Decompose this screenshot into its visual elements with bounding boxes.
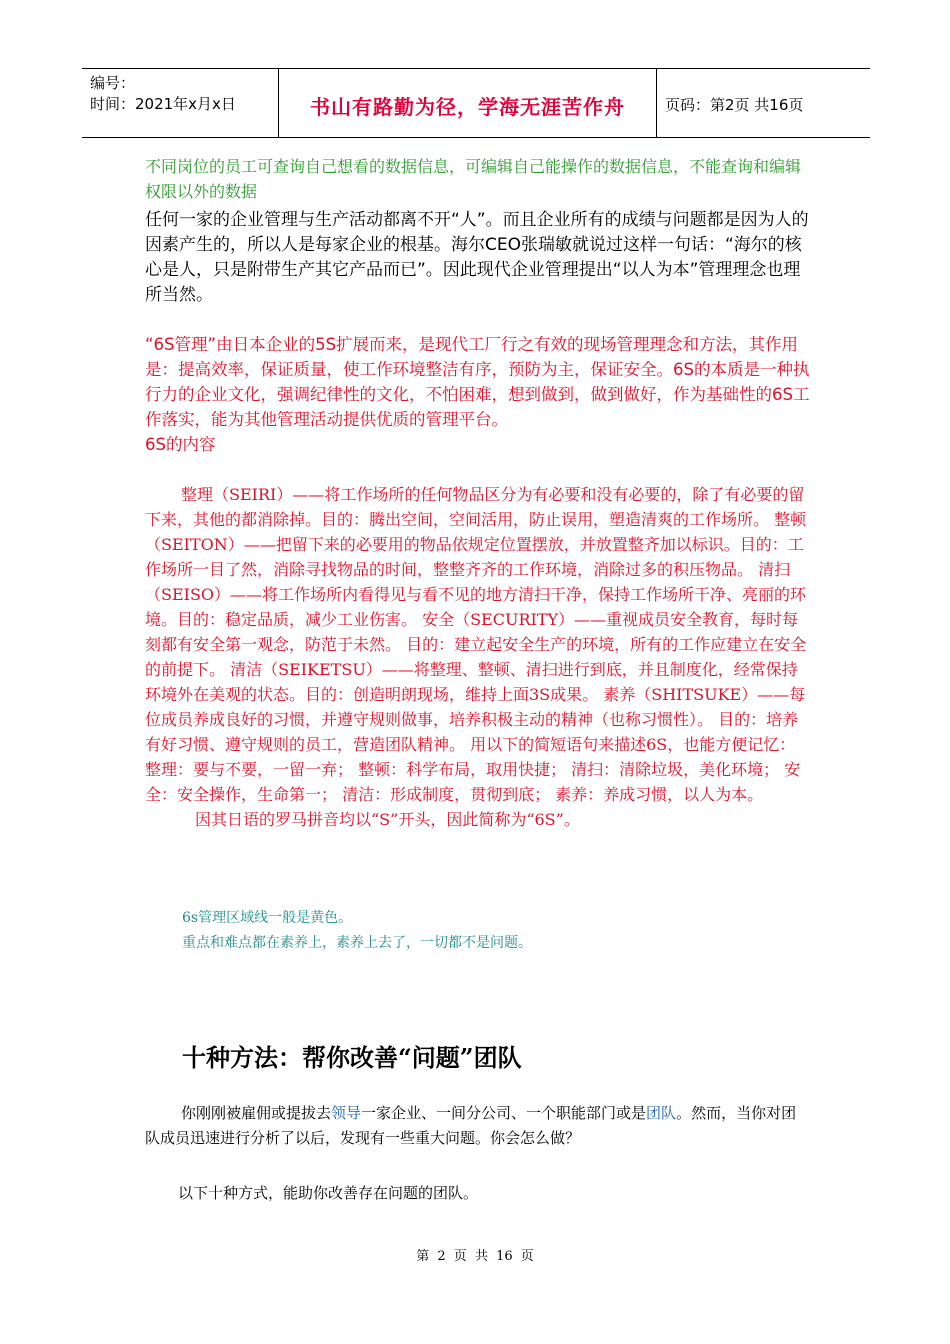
six-s-content: 整理（SEIRI）——将工作场所的任何物品区分为有必要和没有必要的，除了有必要的留下来，其他的都消除掉。目的：腾出空间，空间活用，防止误用，塑造清爽的工作场所。 整顿（SEITON）——把留下来的必要用的物品依规定位置摆放，并放置整齐加以标识。目的：工作场所一目了然，消除寻找物品的时间，整整齐齐的工作环境，消除过多的积压物品。 清扫（SEISO）——将工作场所内看得见与看不见的地方清扫干净，保持工作场所干净、亮丽的环境。目的：稳定品质，减少工业伤害。 安全（SECURITY）——重视成员安全教育，每时每刻都有安全第一观念，防范于未然。 目的：建立起安全生产的环境，所有的工作应建立在安全的前提下。 清洁（SEIKETSU）——将整理、整顿、清扫进行到底，并且制度化，经常保持环境外在美观的状态。目的：创造明朗现场，维持上面3S成果。 素养（SHITSUKE）——每位成员养成良好的习惯，并遵守规则做事，培养积极主动的精神（也称习惯性）。 目的：培养有好习惯、遵守规则的员工，营造团队精神。 用以下的简短语句来描述6S，也能方便记忆： 整理：要与不要，一留一弃； 整顿：科学布局，取用快捷； 清扫：清除垃圾，美化环境； 安全：安全操作，生命第一； 清洁：形成制度，贯彻到底； 素养：养成习惯，以人为本。 [145,485,807,804]
six-s-intro [145,332,810,457]
footer-b: 页 [453,1249,467,1264]
six-s-heading: 6S的内容 [145,435,216,454]
paragraph-2: 以下十种方式，能助你改善存在问题的团队。 [178,1184,479,1202]
number-label: 编号： [90,74,136,92]
page-footer [0,1245,950,1264]
para1-a: 你刚刚被雇佣或提拔去 [181,1104,332,1122]
six-s-content-block [145,482,810,832]
section-title: 十种方法：帮你改善“问题”团队 [182,1043,522,1072]
green-text: 不同岗位的员工可查询自己想看的数据信息，可编辑自己能操作的数据信息，不能查询和编辑权限以外的数据 [145,157,802,201]
header-motto-cell [279,69,657,137]
para1-c: 。然而，当你对团队成员迅速进行分析了以后，发现有一些重大问题。你会怎么做？ [145,1104,797,1147]
six-s-intro-text: “6S管理”由日本企业的5S扩展而来，是现代工厂行之有效的现场管理理念和方法，其作用是：提高效率，保证质量，使工作环境整洁有序，预防为主，保证安全。6S的本质是一种执行力的企业文化，强调纪律性的文化，不怕困难，想到做到，做到做好，作为基础性的6S工作落实，能为其他管理活动提供优质的管理平台。 [145,335,810,429]
page-info: 页码：第2页 共16页 [665,96,804,114]
footer-c: 共 [474,1249,488,1264]
intro-text: 任何一家的企业管理与生产活动都离不开“人”。而且企业所有的成绩与问题都是因为人的因素产生的，所以人是每家企业的根基。海尔CEO张瑞敏就说过这样一句话：“海尔的核心是人，只是附带生产其它产品而已”。因此现代企业管理提出“以人为本”管理理念也理所当然。 [145,210,809,305]
key-point: 重点和难点都在素养上，素养上去了，一切都不是问题。 [182,935,532,951]
footer-a: 第 [416,1249,430,1264]
six-s-origin: 因其日语的罗马拼音均以“S”开头，因此简称为“6S”。 [195,810,580,829]
paragraph-1 [145,1101,810,1151]
link-team[interactable]: 团队 [646,1104,677,1122]
footer-total: 16 [496,1249,513,1264]
date-label: 时间：2021年x月x日 [90,95,236,113]
motto: 书山有路勤为径，学海无涯苦作舟 [310,95,625,119]
page-header [82,68,870,138]
para1-b: 一家企业、一间分公司、一个职能部门或是 [361,1104,647,1122]
link-lead[interactable]: 领导 [331,1104,362,1122]
header-page-cell [657,69,870,137]
header-meta-cell [82,69,279,137]
note-line: 6s管理区域线一般是黄色。 [182,910,353,926]
footer-d: 页 [520,1249,534,1264]
footer-page: 2 [437,1249,446,1264]
